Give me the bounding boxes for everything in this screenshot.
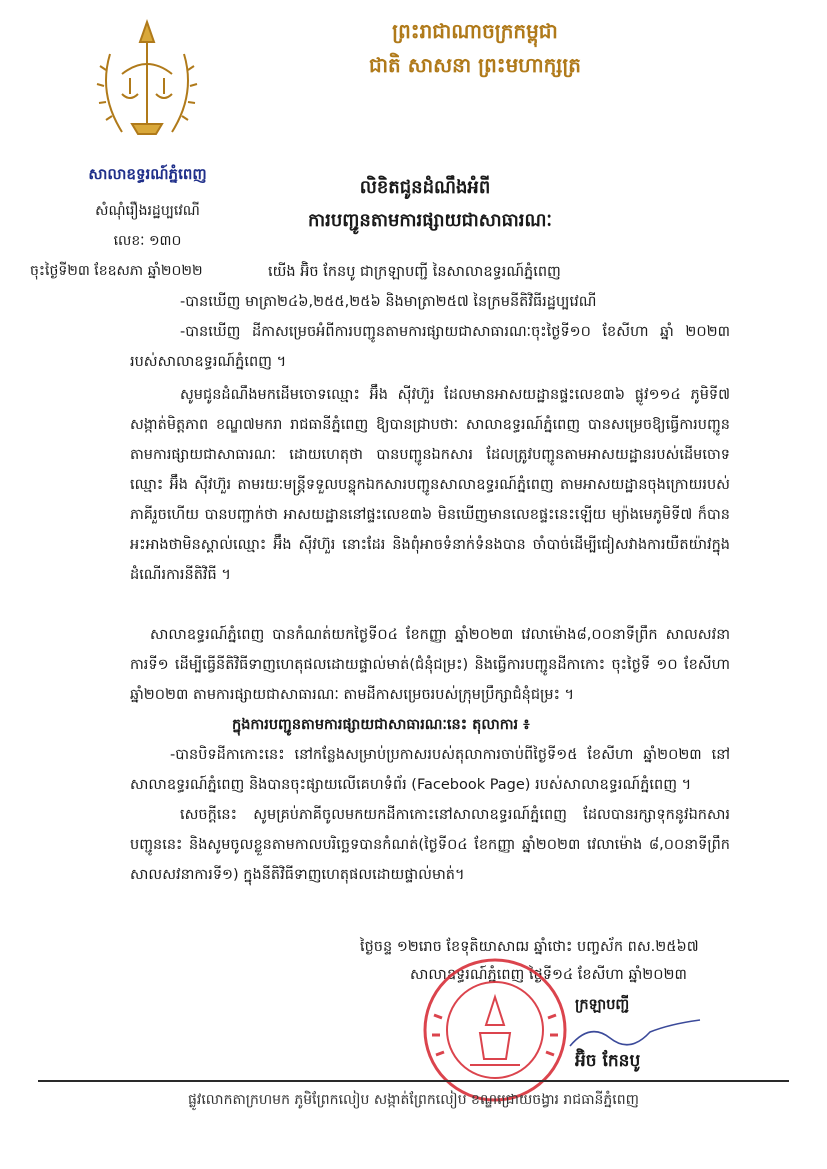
case-type: សំណុំរឿងរដ្ឋប្បវេណី [95, 203, 200, 219]
paragraph-hearing: សាលាឧទ្ធរណ៍ភ្នំពេញ បានកំណត់យកថ្ងៃទី០៤ ខែកញ្ញា ឆ្នាំ២០២៣ វេលាម៉ោង៨,០០នាទីព្រឹក សាលសវនាការទី១ ដើម្បីធ្វើនីតិវិធីទាញហេតុផលដោយផ្ទាល់មាត់(ជំនុំជម្រះ) និងធ្វើការបញ្ជូនដីកាកោះ ចុះថ្ងៃទី ១០ ខែសីហា ឆ្នាំ២០២៣ តាមការផ្សាយជាសាធារណៈ តាមដីកាសម្រេចរបស់ក្រុមប្រឹក្សាជំនុំជម្រះ ។ [130, 627, 730, 703]
footer-address: ផ្លូវលោកតាក្រហមក ភូមិព្រែកលៀប សង្កាត់ព្រែកលៀប ខណ្ឌជ្រោយចង្វារ រាជធានីភ្នំពេញ [188, 1092, 639, 1108]
signatory-name: អ៊ិច កែនបូ [575, 1051, 641, 1071]
national-motto: ជាតិ សាសនា ព្រះមហាក្សត្រ [369, 53, 581, 77]
seen-line-1: -បានឃើញ មាត្រា២៤៦,២៥៥,២៥៦ និងមាត្រា២៥៧ នៃក្រមនីតិវិធីរដ្ឋប្បវេណី [180, 294, 597, 310]
paragraph-summon: សេចក្តីនេះ សូមគ្រប់ភាគីចូលមកយកដីកាកោះនៅសាលាឧទ្ធរណ៍ភ្នំពេញ ដែលបានរក្សាទុកនូវឯកសារបញ្ជូននេះ និងសូមចូលខ្លួនតាមកាលបរិច្ឆេទបានកំណត់(ថ្ងៃទី០៤ ខែកញ្ញា ឆ្នាំ២០២៣ វេលាម៉ោង ៨,០០នាទីព្រឹក សាលសវនាការទី១) ក្នុងនីតិវិធីទាញហេតុផលដោយផ្ទាល់មាត់។ [130, 807, 730, 883]
document-date: ចុះថ្ងៃទី២៣ ខែឧសភា ឆ្នាំ២០២២ [30, 263, 203, 279]
title-line-1: លិខិតជូនដំណឹងអំពី [359, 177, 491, 198]
seen-line-2: -បានឃើញ ដីកាសម្រេចអំពីការបញ្ជូនតាមការផ្សាយជាសាធារណៈចុះថ្ងៃទី១០ ខែសីហា ឆ្នាំ ២០២៣ របស់សាលាឧទ្ធរណ៍ភ្នំពេញ ។ [130, 324, 730, 370]
intro-line: យើង អ៊ិច កែនបូ ជាក្រឡាបញ្ជី នៃសាលាឧទ្ធរណ៍ភ្នំពេញ [268, 264, 561, 280]
place-date: សាលាឧទ្ធរណ៍ភ្នំពេញ ថ្ងៃទី១៤ ខែសីហា ឆ្នាំ២០២៣ [410, 967, 687, 983]
document-number: លេខៈ ១៣០ [113, 233, 182, 249]
subheading-court: ក្នុងការបញ្ជូនតាមការផ្សាយជាសាធារណៈនេះ តុលាការ ៖ [232, 717, 530, 733]
paragraph-notice: សូមជូនដំណឹងមកដើមចោទឈ្មោះ អ៊ឹង ស៊ីវហ៊ួរ ដែលមានអាសយដ្ឋានផ្ទះលេខ៣៦ ផ្លូវ១១៤ ភូមិទី៧ សង្កាត់មិត្តភាព ខណ្ឌ៧មករា រាជធានីភ្នំពេញ ឱ្យបានជ្រាបថាៈ សាលាឧទ្ធរណ៍ភ្នំពេញ បានសម្រេចឱ្យធ្វើការបញ្ជូនតាមការផ្សាយជាសាធារណៈ ដោយហេតុថា បានបញ្ជូនឯកសារ ដែលត្រូវបញ្ជូនតាមអាសយដ្ឋានរបស់ដើមចោទឈ្មោះ អ៊ឹង ស៊ីវហ៊ួរ តាមរយៈមន្រ្តីទទួលបន្ទុកឯកសារបញ្ជូនសាលាឧទ្ធរណ៍ភ្នំពេញ តាមអាសយដ្ឋានចុងក្រោយរបស់ភាគីរួចហើយ បានបញ្ជាក់ថា អាសយដ្ឋាននៅផ្ទះលេខ៣៦ មិនឃើញមានលេខផ្ទះនេះឡើយ ម្យ៉ាងមេភូមិទី៧ ក៏បានអះអាងថាមិនស្គាល់ឈ្មោះ អ៊ឹង ស៊ីវហ៊ួរ នោះដែរ និងពុំអាចទំនាក់ទំនងបាន ចាំបាច់ដើម្បីជៀសវាងការយឺតយ៉ាវក្នុងដំណើរការនីតិវិធី ។ [130, 387, 730, 583]
court-seal-icon [420, 955, 570, 1105]
footer-divider [38, 1080, 789, 1082]
title-line-2: ការបញ្ជូនតាមការផ្សាយជាសាធារណៈ [308, 210, 552, 231]
court-name: សាលាឧទ្ធរណ៍ភ្នំពេញ [88, 165, 207, 183]
paragraph-posting: -បានបិទដីកាកោះនេះ នៅកន្លែងសម្រាប់ប្រកាសរបស់តុលាការចាប់ពីថ្ងៃទី១៥ ខែសីហា ឆ្នាំ២០២៣ នៅសាលាឧទ្ធរណ៍ភ្នំពេញ និងបានចុះផ្សាយលើគេហទំព័រ (Facebook Page) របស់សាលាឧទ្ធរណ៍ភ្នំពេញ ។ [130, 747, 730, 793]
kingdom-title: ព្រះរាជាណាចក្រកម្ពុជា [392, 19, 558, 43]
lunar-date: ថ្ងៃចន្ទ ១២រោច ខែទុតិយាសាឍ ឆ្នាំថោះ បញ្ចស័ក ពស.២៥៦៧ [360, 939, 699, 955]
royal-emblem-icon [92, 14, 202, 146]
signatory-role: ក្រឡាបញ្ជី [575, 997, 630, 1013]
